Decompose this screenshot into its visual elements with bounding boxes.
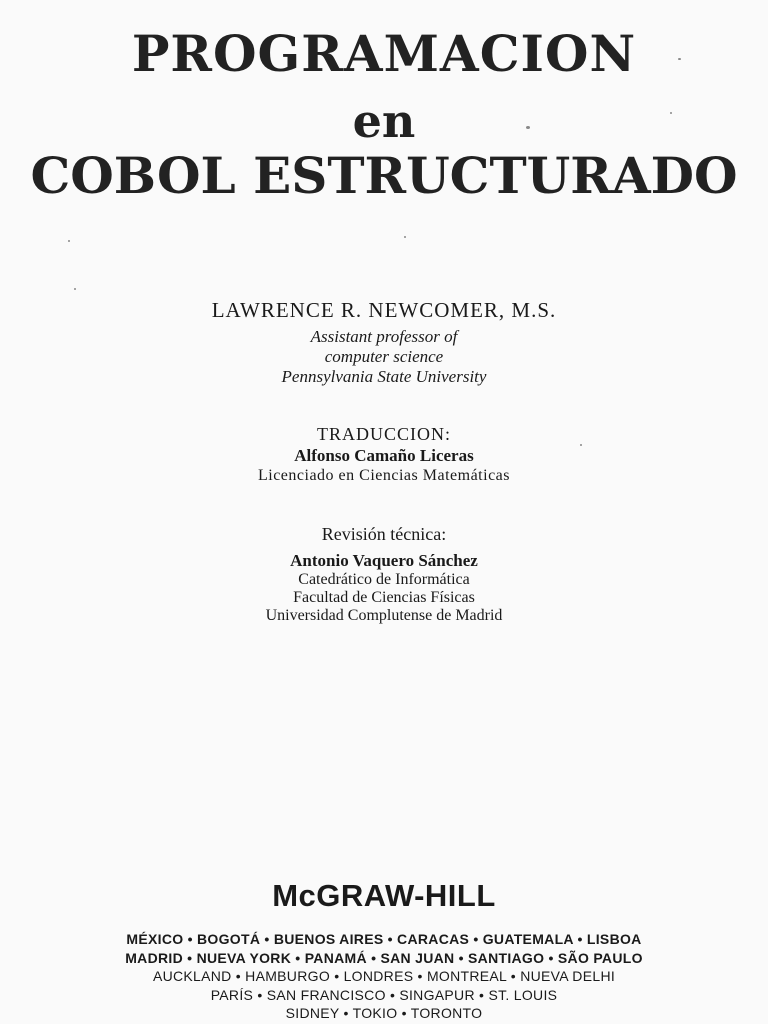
review-heading: Revisión técnica: — [321, 524, 447, 544]
publisher-name: McGRAW-HILL — [272, 878, 496, 913]
reviewer-affiliation-line: Catedrático de Informática — [298, 571, 470, 588]
author-name: LAWRENCE R. NEWCOMER, M.S. — [211, 298, 557, 322]
author-affiliation-line: computer science — [324, 347, 444, 366]
translator-name: Alfonso Camaño Liceras — [294, 446, 474, 465]
scan-speck — [580, 444, 582, 446]
city-row: PARÍS • SAN FRANCISCO • SINGAPUR • ST. LOUIS — [210, 986, 558, 1003]
scan-speck — [68, 240, 70, 242]
scan-speck — [678, 58, 681, 60]
scan-speck — [74, 288, 76, 290]
publisher-cities — [0, 930, 768, 1023]
city-row: MADRID • NUEVA YORK • PANAMÁ • SAN JUAN • SANTIAGO • SÃO PAULO — [125, 949, 643, 966]
reviewer-name: Antonio Vaquero Sánchez — [290, 551, 478, 570]
author-affiliation-line: Assistant professor of — [310, 327, 458, 346]
city-row: SIDNEY • TOKIO • TORONTO — [285, 1005, 483, 1021]
scan-speck — [526, 126, 530, 129]
book-title-line-2: en — [352, 94, 416, 148]
translator-title: Licenciado en Ciencias Matemáticas — [257, 467, 510, 484]
book-title-line-1: PROGRAMACION — [131, 24, 637, 83]
city-row: MÉXICO • BOGOTÁ • BUENOS AIRES • CARACAS • GUATEMALA • LISBOA — [126, 931, 642, 947]
reviewer-affiliation-line: Facultad de Ciencias Físicas — [293, 589, 475, 606]
scan-speck — [670, 112, 672, 114]
translation-heading: TRADUCCION: — [316, 424, 451, 444]
reviewer-affiliation-line: Universidad Complutense de Madrid — [265, 607, 503, 624]
author-affiliation — [0, 327, 768, 387]
city-row: AUCKLAND • HAMBURGO • LONDRES • MONTREAL • NUEVA DELHI — [152, 968, 616, 984]
reviewer-affiliation — [0, 571, 768, 625]
scan-speck — [404, 236, 406, 238]
author-affiliation-line: Pennsylvania State University — [281, 367, 487, 386]
book-title-line-3: COBOL ESTRUCTURADO — [30, 146, 738, 205]
